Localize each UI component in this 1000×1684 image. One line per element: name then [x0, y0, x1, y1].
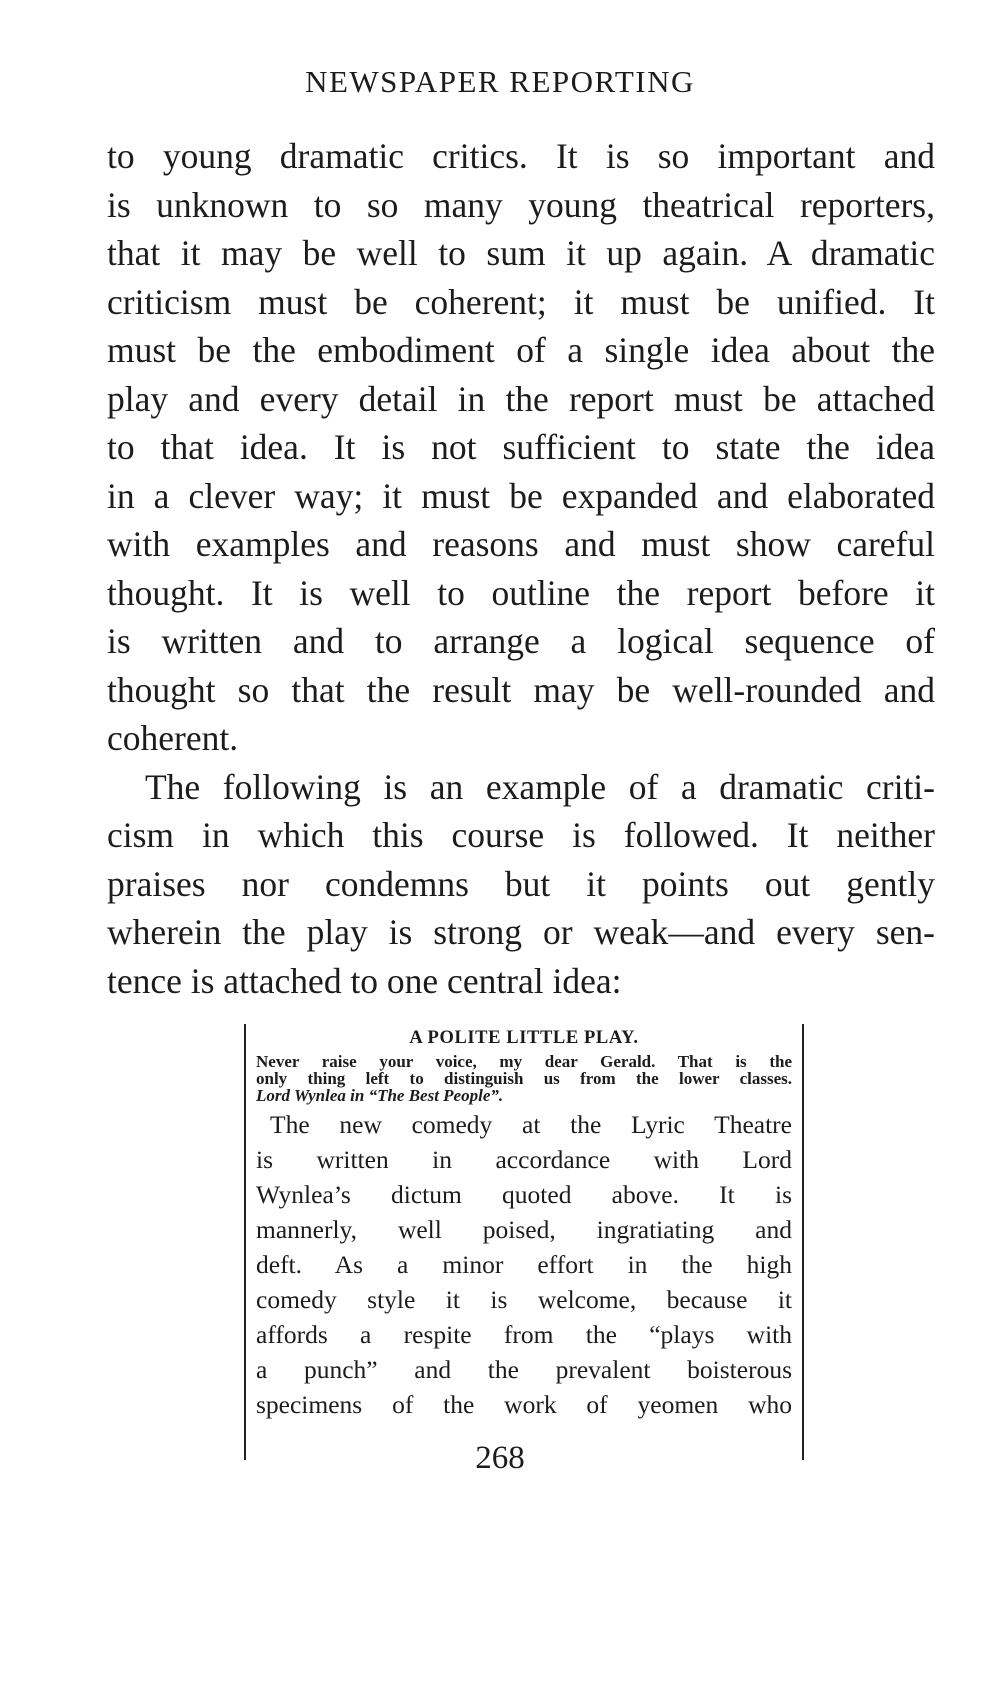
text-line: is written and to arrange a logical sequence of [107, 621, 935, 661]
text-line: criticism must be coherent; it must be unified. It [107, 281, 935, 322]
body-text [107, 132, 935, 1005]
clipping-line: deft. As a minor effort in the high [256, 1250, 792, 1279]
clipping-line: Wynlea’s dictum quoted above. It is [256, 1180, 792, 1209]
text-line: play and every detail in the report must be attached [107, 378, 935, 419]
running-header: NEWSPAPER REPORTING [305, 64, 695, 99]
text-line: wherein the play is strong or weak—and every sen- [107, 912, 935, 952]
paragraph-2 [107, 763, 935, 1006]
epigraph-line: only thing left to distinguish us from the lower classes. [256, 1069, 792, 1088]
text-line: must be the embodiment of a single idea about the [107, 330, 935, 370]
text-line: tence is attached to one central idea: [107, 960, 622, 1001]
clipping-line: The new comedy at the Lyric Theatre [270, 1110, 792, 1139]
clipping-epigraph [256, 1053, 792, 1104]
text-line: to young dramatic critics. It is so important and [107, 136, 935, 176]
text-line: to that idea. It is not sufficient to state the idea [107, 427, 935, 467]
text-line: with examples and reasons and must show careful [107, 524, 935, 564]
clipping-body [256, 1107, 792, 1422]
clipping-line: mannerly, well poised, ingratiating and [256, 1215, 792, 1244]
text-line: coherent. [107, 718, 239, 758]
text-line: The following is an example of a dramatic criti- [145, 766, 935, 807]
clipping-line: is written in accordance with Lord [256, 1145, 792, 1174]
clipping-line: affords a respite from the “plays with [256, 1320, 792, 1349]
text-line: thought. It is well to outline the report before it [107, 572, 935, 613]
text-line: is unknown to so many young theatrical reporters, [107, 184, 935, 225]
clipping-line: specimens of the work of yeomen who [256, 1390, 792, 1419]
text-line: that it may be well to sum it up again. A dramatic [107, 233, 935, 273]
text-line: cism in which this course is followed. It neither [107, 815, 935, 855]
clipping-line: a punch” and the prevalent boisterous [256, 1355, 792, 1384]
clipping-line: comedy style it is welcome, because it [256, 1285, 792, 1314]
text-line: in a clever way; it must be expanded and elaborated [107, 475, 935, 516]
epigraph-attribution: Lord Wynlea in “The Best People”. [256, 1086, 504, 1105]
page-number: 268 [475, 1440, 525, 1476]
text-line: praises nor condemns but it points out gently [107, 863, 935, 904]
newspaper-clipping [244, 1024, 804, 1460]
paragraph-1 [107, 132, 935, 763]
clipping-title: A POLITE LITTLE PLAY. [409, 1028, 639, 1048]
text-line: thought so that the result may be well-rounded and [107, 669, 935, 710]
epigraph-line: Never raise your voice, my dear Gerald. That is the [256, 1052, 792, 1071]
